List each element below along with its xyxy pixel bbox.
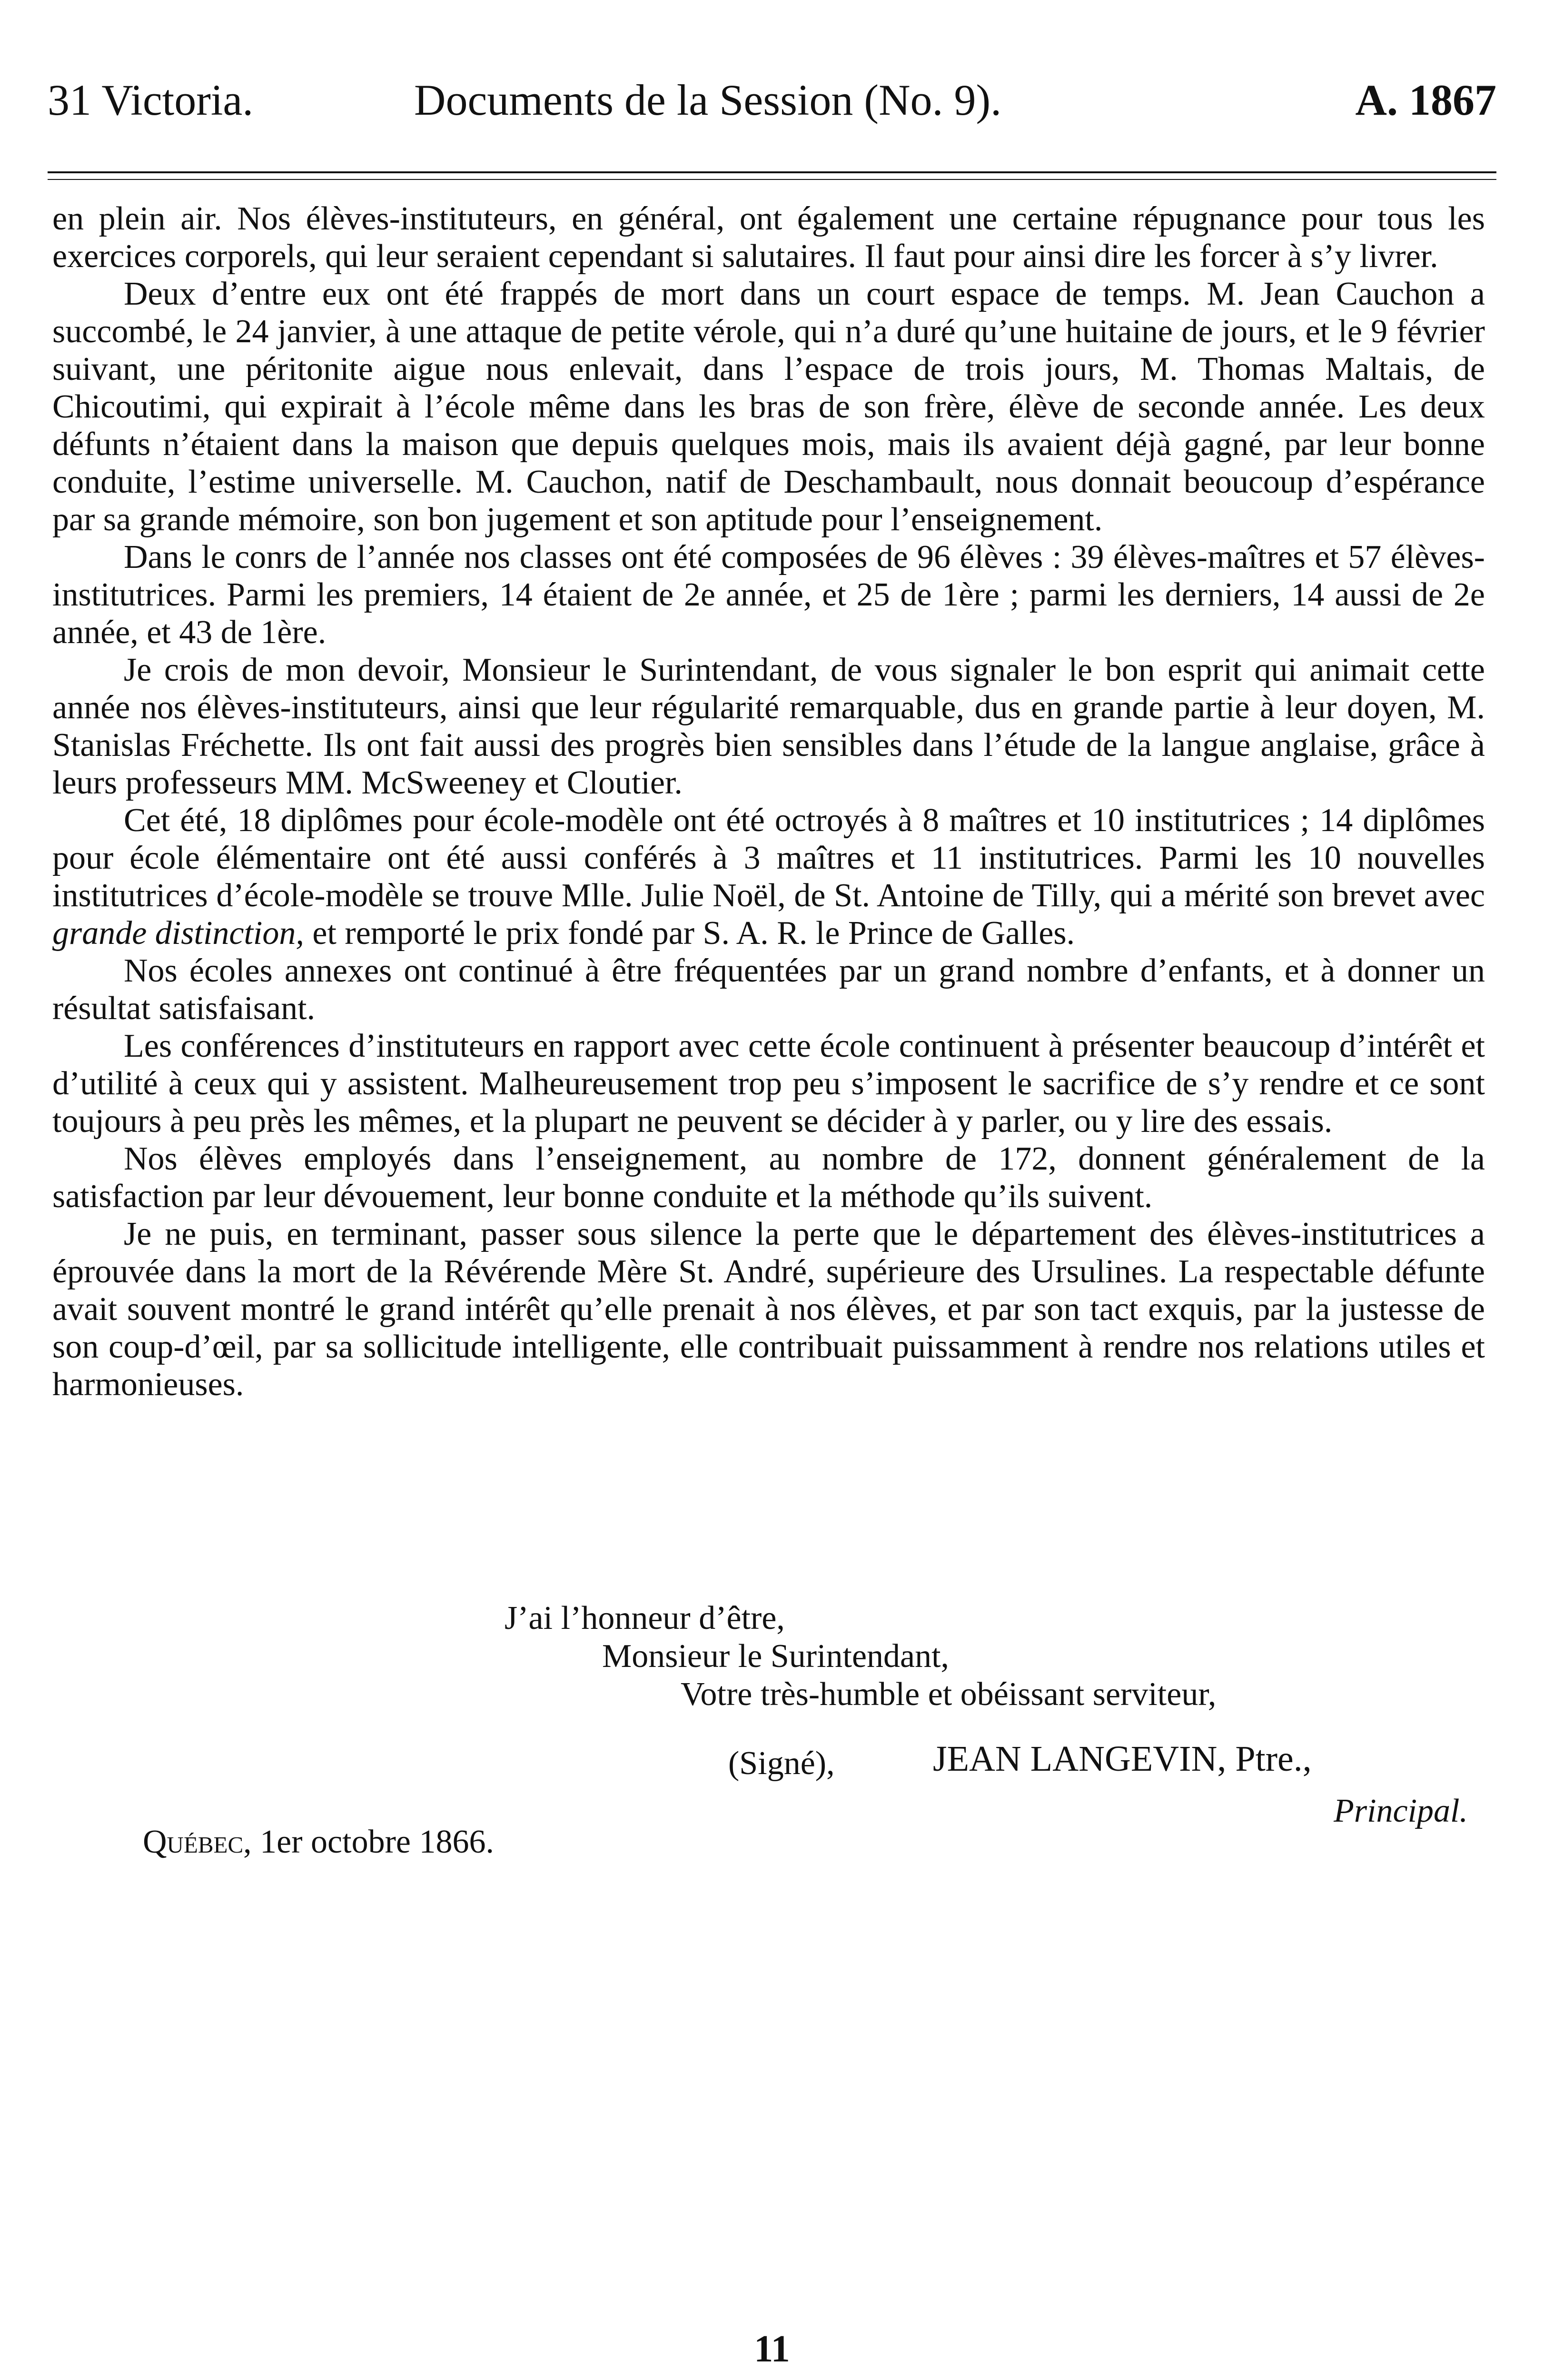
header-rule: [48, 171, 1496, 173]
closing-addressee: Monsieur le Surintendant,: [602, 1638, 950, 1675]
closing-salutation: J’ai l’honneur d’être,: [505, 1600, 785, 1636]
paragraph: Je crois de mon devoir, Monsieur le Surintendant, de vous signaler le bon esprit qui animait cette année nos élèves-instituteurs, ainsi que leur régularité remarquable, dus en grande partie à leur doyen, M. Stanislas Fréchette. Ils ont fait aussi des progrès bien sensibles dans l’étude de la langue anglaise, grâce à leurs professeurs MM. McSweeney et Cloutier.: [52, 652, 1485, 801]
date-text: , 1er octobre 1866.: [243, 1824, 494, 1860]
paragraph: Je ne puis, en terminant, passer sous silence la perte que le département des élèves-institutrices a éprouvée dans la mort de la Révérende Mère St. André, supérieure des Ursulines. La respectable défunte avait souvent montré le grand intérêt qu’elle prenait à nos élèves, et par son tact exquis, par la justesse de son coup-d’œil, par sa sollicitude intelligente, elle contribuait puissamment à rendre nos relations utiles et harmonieuses.: [52, 1216, 1485, 1403]
closing-servant: Votre très-humble et obéissant serviteur,: [681, 1676, 1217, 1713]
place-name: Québec: [143, 1824, 244, 1860]
diplomas-emphasis: grande distinction,: [52, 915, 304, 952]
paragraph: Nos écoles annexes ont continué à être fréquentées par un grand nombre d’enfants, et à donner un résultat satisfaisant.: [52, 952, 1485, 1027]
running-header: [48, 71, 1496, 129]
place-date: [143, 1823, 494, 1861]
header-title: Documents de la Session (No. 9).: [414, 76, 1002, 124]
signed-label: (Signé),: [728, 1745, 835, 1782]
report-body: [52, 200, 1485, 1403]
page-number: 11: [754, 2328, 790, 2370]
paragraph: Dans le conrs de l’année nos classes ont été composées de 96 élèves : 39 élèves-maîtres et 57 élèves-institutrices. Parmi les premiers, 14 étaient de 2e année, et 25 de 1ère ; parmi les derniers, 14 aussi de 2e année, et 43 de 1ère.: [52, 539, 1485, 651]
diplomas-text-end: et remporté le prix fondé par S. A. R. le Prince de Galles.: [304, 915, 1075, 952]
paragraph: Les conférences d’instituteurs en rapport avec cette école continuent à présenter beaucoup d’intérêt et d’utilité à ceux qui y assistent. Malheureusement trop peu s’imposent le sacrifice de s’y rendre et ce sont toujours à peu près les mêmes, et la plupart ne peuvent se décider à y parler, ou y lire des essais.: [52, 1028, 1485, 1140]
header-rule-thin: [48, 179, 1496, 180]
paragraph-diplomas: [52, 802, 1485, 952]
diplomas-text: Cet été, 18 diplômes pour école-modèle ont été octroyés à 8 maîtres et 10 institutrices ; 14 diplômes pour école élémentaire ont été aussi conférés à 3 maîtres et 11 institutrices. Parmi les 10 nouvelles institutrices d’école-modèle se trouve Mlle. Julie Noël, de St. Antoine de Tilly, qui a mérité son brevet avec: [52, 802, 1485, 914]
header-year: A. 1867: [1355, 76, 1496, 124]
paragraph: Nos élèves employés dans l’enseignement, au nombre de 172, donnent généralement de la satisfaction par leur dévouement, leur bonne conduite et la méthode qu’ils suivent.: [52, 1140, 1485, 1215]
signer-title: Principal.: [1334, 1793, 1468, 1829]
header-volume: 31 Victoria.: [48, 76, 254, 124]
signer-name: JEAN LANGEVIN, Ptre.,: [933, 1739, 1312, 1779]
paragraph: Deux d’entre eux ont été frappés de mort dans un court espace de temps. M. Jean Cauchon a succombé, le 24 janvier, à une attaque de petite vérole, qui n’a duré qu’une huitaine de jours, et le 9 février suivant, une péritonite aigue nous enlevait, dans l’espace de trois jours, M. Thomas Maltais, de Chicoutimi, qui expirait à l’école même dans les bras de son frère, élève de seconde année. Les deux défunts n’étaient dans la maison que depuis quelques mois, mais ils avaient déjà gagné, par leur bonne conduite, l’estime universelle. M. Cauchon, natif de Deschambault, nous donnait beoucoup d’espérance par sa grande mémoire, son bon jugement et son aptitude pour l’enseignement.: [52, 276, 1485, 538]
paragraph: en plein air. Nos élèves-instituteurs, en général, ont également une certaine répugnance pour tous les exercices corporels, qui leur seraient cependant si salutaires. Il faut pour ainsi dire les forcer à s’y livrer.: [52, 200, 1485, 275]
